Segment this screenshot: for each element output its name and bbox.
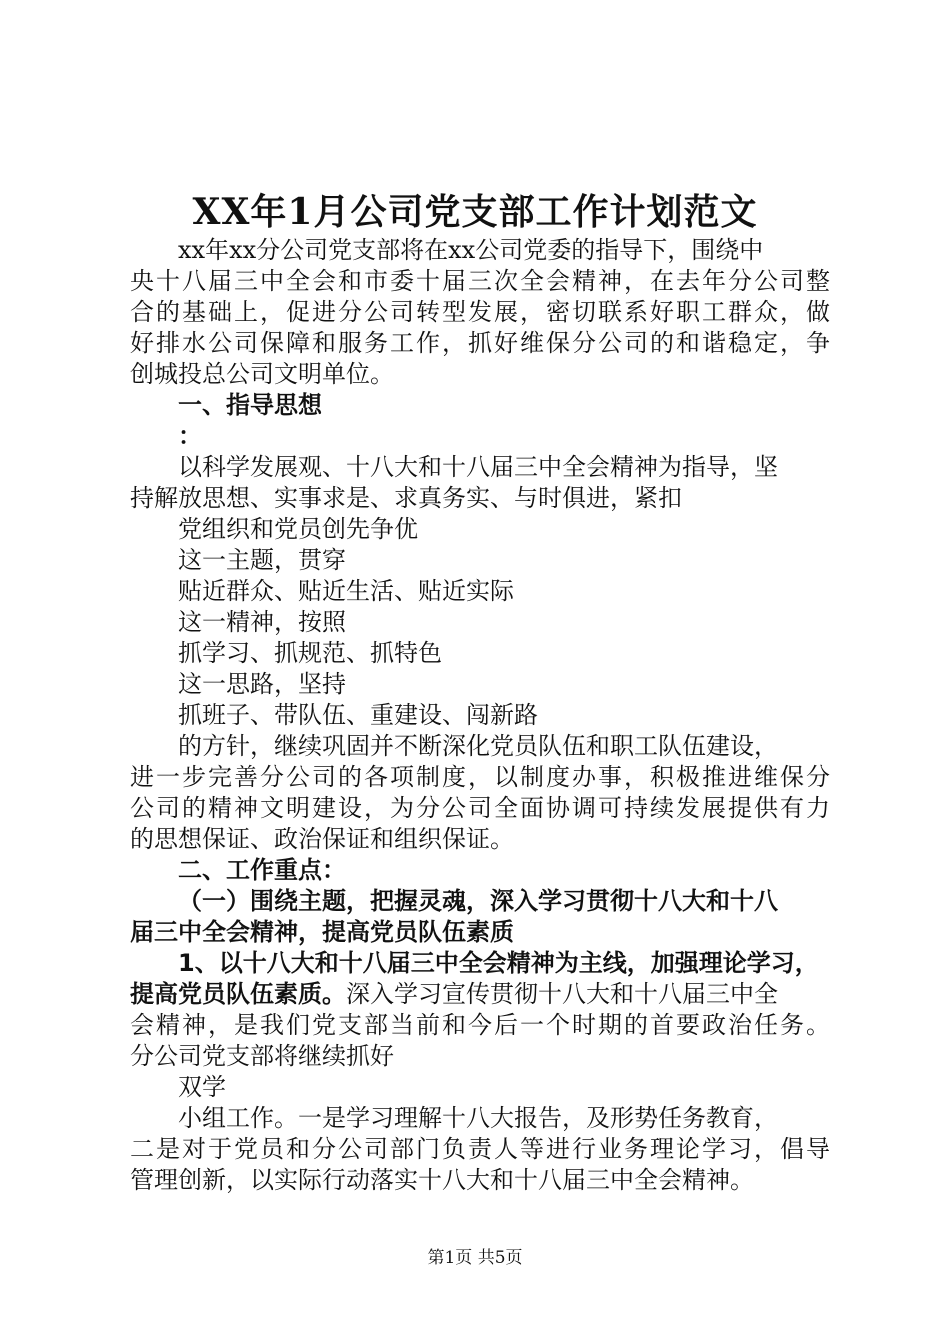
paragraph-line: 小组工作。一是学习理解十八大报告，及形势任务教育， xyxy=(178,1104,778,1132)
paragraph-line: 管理创新，以实际行动落实十八大和十八届三中全会精神。 xyxy=(130,1166,754,1194)
paragraph-line: 创城投总公司文明单位。 xyxy=(130,360,394,388)
paragraph-line: 以科学发展观、十八大和十八届三中全会精神为指导，坚 xyxy=(178,453,778,481)
paragraph-line: 党组织和党员创先争优 xyxy=(178,515,418,543)
paragraph-text: 深入学习宣传贯彻十八大和十八届三中全 xyxy=(346,980,778,1008)
paragraph-line: 会精神，是我们党支部当前和今后一个时期的首要政治任务。 xyxy=(130,1011,830,1039)
paragraph-line xyxy=(130,979,830,1010)
paragraph-line: 合的基础上，促进分公司转型发展，密切联系好职工群众，做 xyxy=(130,298,830,326)
item-heading: 1、以十八大和十八届三中全会精神为主线，加强理论学习， xyxy=(178,949,819,977)
paragraph-line: 公司的精神文明建设，为分公司全面协调可持续发展提供有力 xyxy=(130,794,830,822)
paragraph-line: 抓班子、带队伍、重建设、闯新路 xyxy=(178,701,538,729)
subsection-heading: 届三中全会精神，提高党员队伍素质 xyxy=(130,918,514,946)
paragraph-line: ： xyxy=(178,422,202,450)
paragraph-line: 好排水公司保障和服务工作，抓好维保分公司的和谐稳定，争 xyxy=(130,329,830,357)
paragraph-line: xx年xx分公司党支部将在xx公司党委的指导下，围绕中 xyxy=(178,236,764,264)
section-heading: 二、工作重点： xyxy=(178,856,346,884)
paragraph-line: 这一精神，按照 xyxy=(178,608,346,636)
section-heading: 一、指导思想 xyxy=(178,391,322,419)
paragraph-line: 的方针，继续巩固并不断深化党员队伍和职工队伍建设， xyxy=(178,732,778,760)
paragraph-line: 持解放思想、实事求是、求真务实、与时俱进，紧扣 xyxy=(130,484,682,512)
paragraph-line: 贴近群众、贴近生活、贴近实际 xyxy=(178,577,514,605)
page-number: 第1页 共5页 xyxy=(427,1248,523,1268)
paragraph-line: 二是对于党员和分公司部门负责人等进行业务理论学习，倡导 xyxy=(130,1135,830,1163)
item-heading-end: 提高党员队伍素质。 xyxy=(130,980,346,1008)
paragraph-line: 这一思路，坚持 xyxy=(178,670,346,698)
paragraph-line: 抓学习、抓规范、抓特色 xyxy=(178,639,442,667)
paragraph-line: 分公司党支部将继续抓好 xyxy=(130,1042,394,1070)
paragraph-line: 的思想保证、政治保证和组织保证。 xyxy=(130,825,514,853)
paragraph-line: 这一主题，贯穿 xyxy=(178,546,346,574)
document-body xyxy=(130,235,830,1196)
paragraph-line: 央十八届三中全会和市委十届三次全会精神，在去年分公司整 xyxy=(130,267,830,295)
document-title: XX年1月公司党支部工作计划范文 xyxy=(192,191,758,233)
subsection-heading: （一）围绕主题，把握灵魂，深入学习贯彻十八大和十八 xyxy=(178,887,778,915)
paragraph-line: 双学 xyxy=(178,1073,226,1101)
paragraph-line: 进一步完善分公司的各项制度，以制度办事，积极推进维保分 xyxy=(130,763,830,791)
